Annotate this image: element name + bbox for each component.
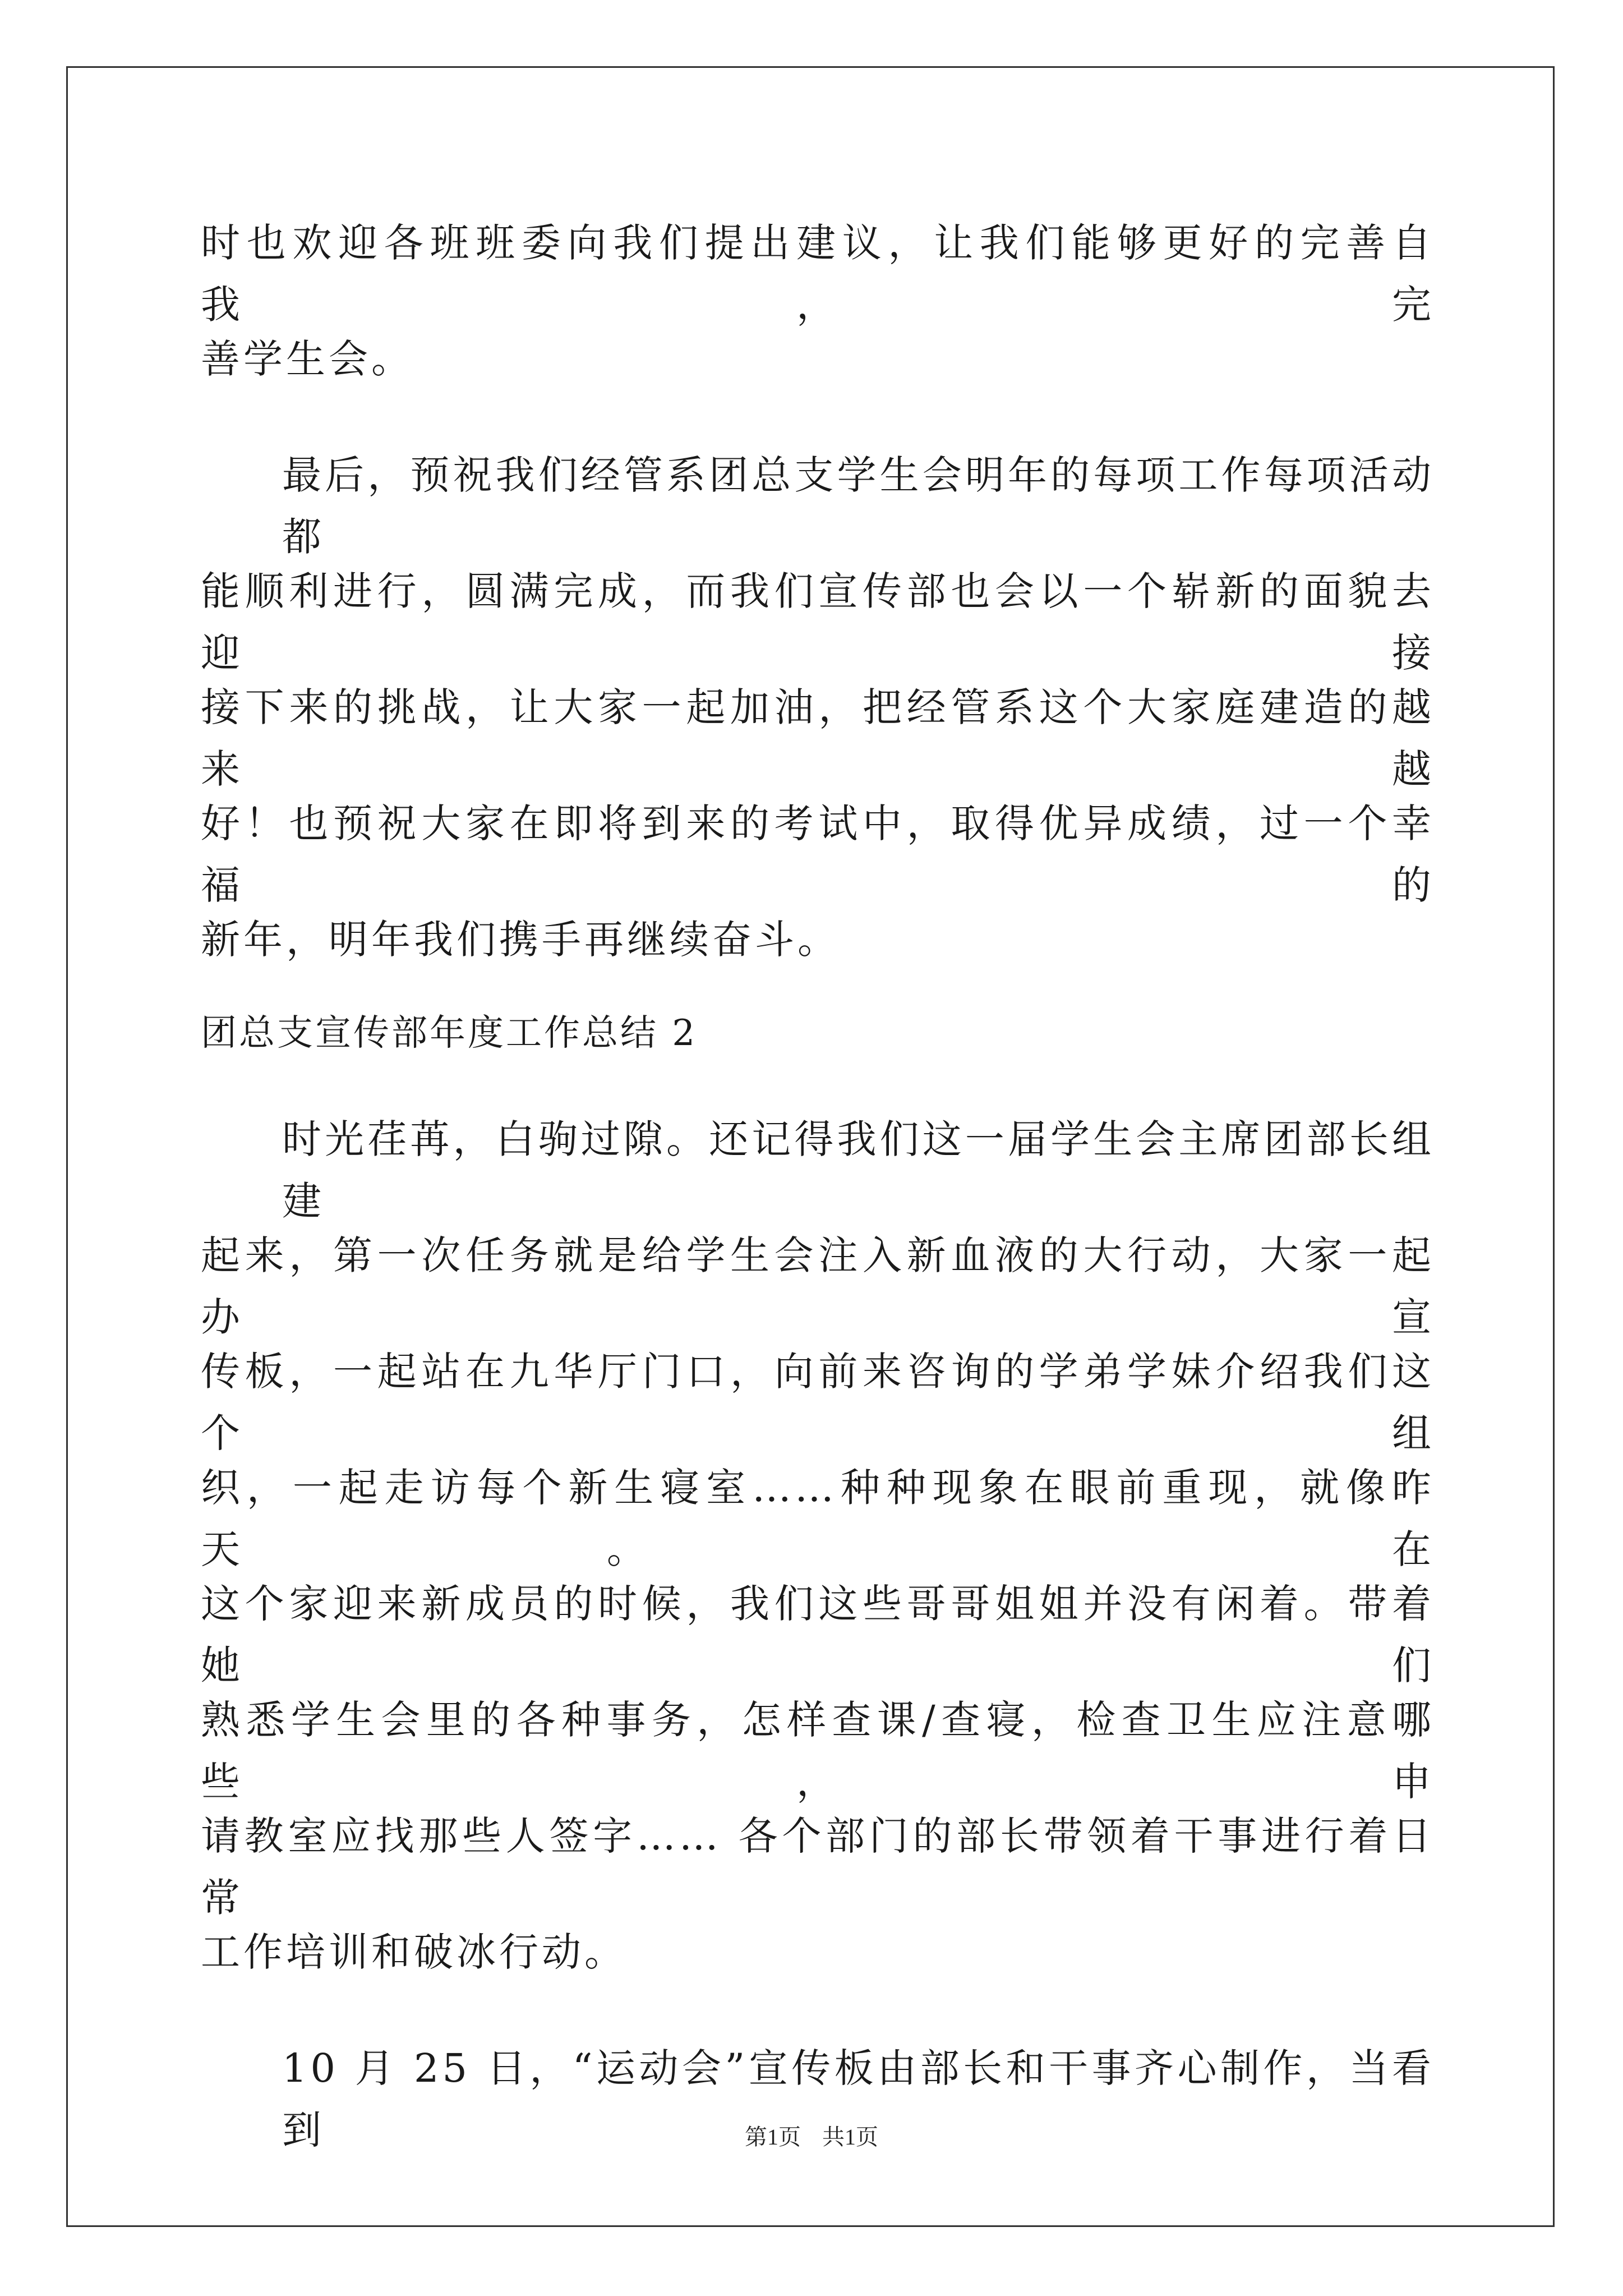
body-line: 起来，第一次任务就是给学生会注入新血液的大行动，大家一起办宣 xyxy=(201,1232,1435,1340)
body-line: 请教室应找那些人签字…… 各个部门的部长带领着干事进行着日常 xyxy=(201,1813,1435,1921)
body-line: 工作培训和破冰行动。 xyxy=(201,1929,627,1975)
paragraph-first-line: 最后，预祝我们经管系团总支学生会明年的每项工作每项活动都 xyxy=(282,452,1435,560)
body-line: 接下来的挑战，让大家一起加油，把经管系这个大家庭建造的越来越 xyxy=(201,684,1435,792)
body-line: 传板，一起站在九华厅门口，向前来咨询的学弟学妹介绍我们这个组 xyxy=(201,1349,1435,1456)
body-line: 好！也预祝大家在即将到来的考试中，取得优异成绩，过一个幸福的 xyxy=(201,800,1435,908)
body-line: 织，一起走访每个新生寝室……种种现象在眼前重现，就像昨天。 在 xyxy=(201,1465,1435,1572)
body-line: 熟悉学生会里的各种事务，怎样查课/查寝，检查卫生应注意哪些，申 xyxy=(201,1697,1435,1805)
body-line: 能顺利进行，圆满完成，而我们宣传部也会以一个崭新的面貌去迎接 xyxy=(201,568,1435,676)
body-line: 新年，明年我们携手再继续奋斗。 xyxy=(201,917,840,963)
page-footer xyxy=(0,2120,1623,2154)
body-line: 这个家迎来新成员的时候，我们这些哥哥姐姐并没有闲着。带着她们 xyxy=(201,1581,1435,1688)
section-heading: 团总支宣传部年度工作总结 2 xyxy=(201,1013,698,1054)
body-line: 善学生会。 xyxy=(201,336,414,382)
page-total: 共1页 xyxy=(822,2124,878,2150)
page-number: 第1页 xyxy=(745,2124,801,2150)
paragraph-first-line: 时光荏苒，白驹过隙。还记得我们这一届学生会主席团部长组建 xyxy=(282,1116,1435,1224)
body-line: 时也欢迎各班班委向我们提出建议，让我们能够更好的完善自我，完 xyxy=(201,220,1435,328)
paragraph-first-line: 10 月 25 日，“运动会”宣传板由部长和干事齐心制作，当看到 xyxy=(282,2045,1435,2153)
